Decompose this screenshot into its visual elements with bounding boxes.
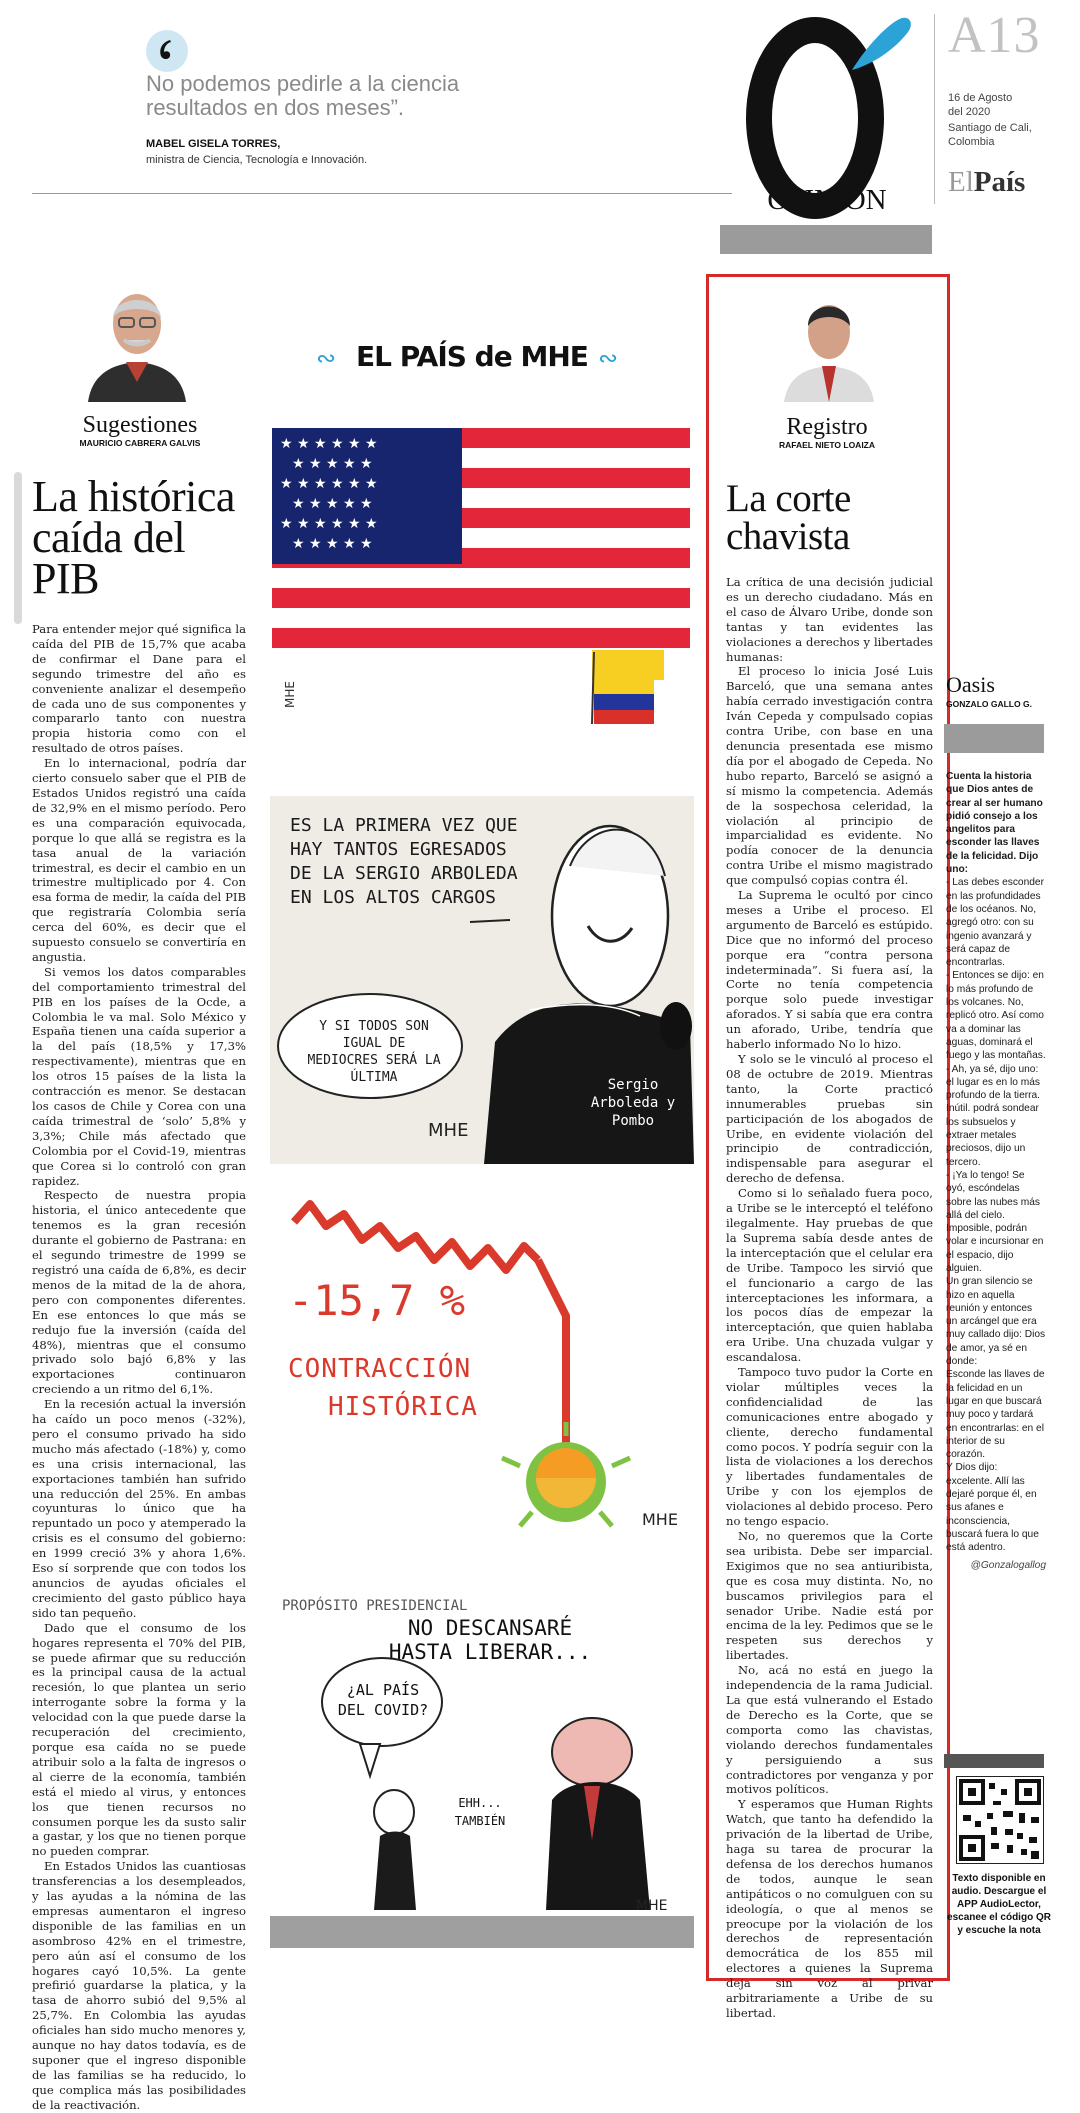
swirl-icon: ∾ <box>316 344 337 372</box>
svg-text:★ ★ ★ ★ ★ ★: ★ ★ ★ ★ ★ ★ <box>280 516 378 532</box>
section-gray-bar <box>720 225 932 254</box>
right-paragraph: El proceso lo inicia José Luis Barceló, que una semana antes había cerrado investigación contra Iván Cepeda y compulsado copias contra Uribe, con base en una denuncia presentada ese mismo día por el abogado de Cepeda. No hubo reparto, Barceló se asignó a sí mismo la competencia. Además de la sospechosa celeridad, la violación al principio de imparcialidad es evidente. No podía conocer de la denuncia contra Uribe el mismo magistrado que compulsó copias contra él. <box>726 664 933 888</box>
cartoon-header-title: EL PAÍS de MHE <box>356 340 588 373</box>
cartoon3-value: -15,7 % <box>288 1276 466 1325</box>
cartoon2-signature: MHE <box>428 1120 469 1141</box>
date-line-1: 16 de Agosto <box>948 92 1013 104</box>
cartoon2-bubble2: Y SI TODOS SON IGUAL DE MEDIOCRES SERÁ LA ÚLTIMA <box>307 1019 441 1085</box>
svg-text:★ ★ ★ ★ ★ ★: ★ ★ ★ ★ ★ ★ <box>280 436 378 452</box>
right-column-name: Registro <box>786 414 868 440</box>
date-line-2: del 2020 <box>948 106 991 118</box>
oasis-paragraph: - Entonces se dijo: en lo más profundo de los volcanes. No, replicó otro. Así como va a dominar las aguas, dominará el fuego y las montañas. <box>946 970 1046 1062</box>
cartoon3-signature: MHE <box>642 1510 678 1529</box>
cartoon4-signature: MHE <box>636 1898 668 1914</box>
oasis-panel <box>946 668 1080 1998</box>
cartoon4-title: PROPÓSITO PRESIDENCIAL <box>282 1598 468 1614</box>
header-quote: No podemos pedirle a la ciencia resultados en dos meses”. <box>146 71 460 120</box>
left-author: MAURICIO CABRERA GALVIS <box>79 438 201 448</box>
oasis-paragraph: - Las debes esconder en las profundidades de los océanos. No, agregó otro: con su ingenio avanzará y será capaz de encontrarlas. <box>946 877 1044 969</box>
right-headline: La corte chavista <box>726 477 851 558</box>
oasis-paragraph: - Ah, ya sé, dijo uno: el lugar es en lo más profundo de la tierra. Inútil. podrá sondear los subsuelos y extraer metales preciosos, dijo un tercero. <box>946 1063 1041 1168</box>
oasis-intro: Cuenta la historia que Dios antes de crear al ser humano pidió consejo a los angelitos para esconder las llaves de la felicidad. Dijo uno: <box>946 771 1043 876</box>
left-paragraph: En lo internacional, podría dar cierto consuelo saber que el PIB de Estados Unidos registró una caída de 32,9% en el mismo período. Pero es una comparación equivocada, porque lo que allá se registra es la tasa anual de la variación trimestral, es decir el cambio en un trimestre multiplicado por 4. Con esa forma de medir, la caída del PIB que registraría Colombia sería cerca del 60%, es decir que el supuesto consuelo se convertiría en angustia. <box>32 756 246 964</box>
cartoon-proposito <box>270 1580 694 1948</box>
cartoon4-bubble2: ¿AL PAÍS DEL COVID? <box>337 1681 429 1719</box>
right-paragraph: No, no queremos que la Corte sea uribista. Debe ser imparcial. Exigimos que no sea antiuribista, que es cosa muy distinta. No, no buscamos privilegios para el senador Uribe. Nadie está por encima de la ley. Pedimos que se le respeten sus derechos y libertades. <box>726 1529 933 1663</box>
right-author: RAFAEL NIETO LOAIZA <box>778 440 876 450</box>
swirl-icon: ∾ <box>598 344 619 372</box>
left-article-body <box>32 622 246 2113</box>
right-author-photo <box>780 290 878 402</box>
svg-text:★ ★ ★ ★ ★ ★: ★ ★ ★ ★ ★ ★ <box>280 476 378 492</box>
right-paragraph: Tampoco tuvo pudor la Corte en violar múltiples veces la confidencialidad de las comunicaciones entre abogado y cliente, derecho fundamental como pocos. Y podría seguir con la lista de violaciones a los derechos y libertades fundamentales de Uribe y con los ejemplos de violaciones al debido proceso. Pero no tengo espacio. <box>726 1365 933 1529</box>
oasis-paragraph: - ¡Ya lo tengo! Se oyó, escóndelas sobre las nubes más allá del cielo. Imposible, podrán volar e incursionar en el espacio, dijo alguien. <box>946 1169 1044 1274</box>
cartoon-flag <box>270 424 694 724</box>
svg-text:★ ★ ★ ★ ★: ★ ★ ★ ★ ★ <box>292 456 373 472</box>
left-author-photo <box>82 278 192 402</box>
qr-code[interactable] <box>956 1776 1044 1864</box>
oasis-gray-bar <box>944 724 1044 753</box>
quote-role: ministra de Ciencia, Tecnología e Innovación. <box>146 154 368 166</box>
left-margin-tab <box>14 472 22 624</box>
quote-author: MABEL GISELA TORRES, <box>146 138 281 150</box>
right-paragraph: No, acá no está en juego la independencia de la rama Judicial. La que está vulnerando el Estado de Derecho es la Corte, que se comporta como las chavistas, violando derechos fundamentales y persiguiendo a sus contradictores por venganza y por motivos políticos. <box>726 1663 933 1797</box>
right-paragraph: La crítica de una decisión judicial es un derecho ciudadano. Más en el caso de Álvaro Uribe, donde son tantas y tan evidentes las violaciones a derechos y libertades humanas: <box>726 575 933 664</box>
cartoon-arboleda <box>270 796 694 1164</box>
right-paragraph: Como si lo señalado fuera poco, a Uribe se le interceptó el teléfono ilegalmente. Hay pruebas de que la Suprema sabía desde antes de la interceptación que el celular era de Uribe. Tampoco les sirvió que el funcionario a cargo de las interceptaciones les informara, a los pocos días de empezar la interceptación, que quien hablaba era Uribe. Una chuzada vulgar y escandalosa. <box>726 1186 933 1365</box>
cartoon-contraction <box>270 1186 694 1546</box>
right-paragraph: Y esperamos que Human Rights Watch, que tanto ha defendido la privación de la libertad de Uribe, haga su tarea de procurar la defensa de los derechos humanos de todos, aunque le sean antipáticos o no comulguen con su ideología, o que al menos se preocupe por la violación de los derechos de representación democrática de los 855 mil electores a quienes la Suprema deja sin voz al privar arbitrariamente a Uribe de su libertad. <box>726 1797 933 2020</box>
left-column-name: Sugestiones <box>82 412 198 438</box>
cartoon3-text1: CONTRACCIÓN <box>288 1354 472 1384</box>
oasis-handle: @Gonzalogallog <box>970 1559 1046 1571</box>
qr-caption: Texto disponible en audio. Descargue el APP AudioLector, escanee el código QR y escuche la nota <box>947 1873 1051 1936</box>
left-paragraph: En la recesión actual la inversión ha caído un poco menos (-32%), pero el consumo privado ha sido mucho más afectado (-18%) y, como es una crisis internacional, las exportaciones también han sufrido una reducción del 25%. En ambas coyunturas lo único que ha repuntado un poco y atemperado la crisis es el consumo del gobierno: en 1999 creció 3% y ahora 1,6%. Eso sí sorprende que con todos los anuncios de ayudas oficiales el crecimiento del gasto público haya sido tan pequeño. <box>32 1397 246 1620</box>
quote-icon <box>146 30 188 72</box>
left-paragraph: Dado que el consumo de los hogares representa el 70% del PIB, se puede afirmar que su reducción es la principal causa de la actual recesión, lo que plantea un serio interrogante sobre la forma y la velocidad con la que puede darse la recuperación del crecimiento, porque esa caída no se puede atribuir solo a la falta de ingresos o al cierre de la economía, también está el miedo al virus, y entonces los que tienen recursos no consumen porque les da susto salir a gastar, y los que no tienen porque no pueden comprar. <box>32 1620 246 1859</box>
vertical-rule <box>934 14 935 204</box>
oasis-author: GONZALO GALLO G. <box>946 699 1032 709</box>
right-paragraph: La Suprema le ocultó por cinco meses a Uribe el proceso. El argumento de Barceló es estúpido. Dice que no informó del proceso porque era “contra persona indeterminada”. Si fuera así, la Corte no tenía competencia porque solo puede investigar aforados. Y si sabía que era contra un aforado, Uribe, tendría que haberlo informado No lo hizo. <box>726 888 933 1052</box>
oasis-column-name: Oasis <box>946 672 995 697</box>
header-rule <box>32 193 732 194</box>
flag-signature: MHE <box>283 681 297 708</box>
page-number: A13 <box>948 7 1041 64</box>
cartoon2-label: Sergio Arboleda y Pombo <box>590 1077 676 1129</box>
date-line-4: Colombia <box>948 136 995 148</box>
cartoon2-bubble1: ES LA PRIMERA VEZ QUE HAY TANTOS EGRESADOS DE LA SERGIO ARBOLEDA EN LOS ALTOS CARGOS <box>290 815 518 908</box>
cartoon3-text2: HISTÓRICA <box>328 1392 478 1422</box>
cartoon-header <box>312 336 632 382</box>
section-label: OPINIÓN <box>767 184 887 216</box>
oasis-paragraph: Esconde las llaves de la felicidad en un lugar en que buscará muy poco y tardará en encontrarlas: en el interior de su corazón. <box>946 1369 1045 1461</box>
brand-pais: País <box>973 166 1026 198</box>
oasis-text <box>946 770 1046 1572</box>
cartoon4-bubble3: EHH... TAMBIÉN <box>454 1796 506 1828</box>
right-paragraph: Y solo se le vinculó al proceso el 08 de octubre de 2019. Mientras tanto, la Corte practicó innumerables pruebas sin participación de los abogados de Uribe, en evidente violación del principio de contradicción, indispensable para asegurar el derecho de defensa. <box>726 1052 933 1186</box>
date-line-3: Santiago de Cali, <box>948 122 1032 134</box>
left-paragraph: En Estados Unidos las cuantiosas transferencias a los desempleados, y las ayudas a la nómina de las empresas aumentaron el ingreso disponible de las familias en un asombroso 42% en el trimestre, pero aún así el consumo de los hogares cayó 10,5%. La gente prefirió guardarse la platica, y la tasa de ahorro subió del 9,5% al 25,7%. En Colombia las ayudas oficiales han sido mucho menores y, aunque no hay datos todavía, es de suponer que el ingreso disponible de las familias se ha reducido, lo que complica más las posibilidades de la reactivación. <box>32 1859 246 2112</box>
cartoon4-bubble1: NO DESCANSARÉ HASTA LIBERAR... <box>388 1616 592 1664</box>
oasis-paragraph: Y Dios dijo: excelente. Allí las dejaré porque él, en sus afanes e inconsciencia, buscará fuera lo que está adentro. <box>946 1462 1039 1554</box>
right-article-body <box>726 575 933 2021</box>
svg-text:★ ★ ★ ★ ★: ★ ★ ★ ★ ★ <box>292 496 373 512</box>
left-paragraph: Respecto de nuestra propia historia, el único antecedente que tenemos es la gran recesión durante el gobierno de Pastrana: en el segundo trimestre de 1999 se registró una caída de 6,8%, es decir menos de la mitad de la de ahora, pero con componentes diferentes. En ese entonces lo que más se redujo fue la inversión (caída del 48%), mientras que el consumo privado solo bajó 6,8% y las exportaciones continuaron creciendo a un ritmo del 6,1%. <box>32 1188 246 1397</box>
qr-gray-bar <box>944 1754 1044 1768</box>
svg-text:★ ★ ★ ★ ★: ★ ★ ★ ★ ★ <box>292 536 373 552</box>
left-paragraph: Si vemos los datos comparables del comportamiento trimestral del PIB en los países de la Ocde, a Colombia le va mal. Solo México y España tienen una caída superior a la del país (18,5% y 17,3% respectivamente), mientras que en los otros 15 países de la lista la contracción es menor. Se destacan los casos de Chile y Corea con una caída trimestral de ‘solo’ 5,8% y 3,3%; Chile más afectado que Colombia por el Covid-19, mientras que Corea si lo controló con gran rapidez. <box>32 964 246 1188</box>
left-headline: La histórica caída del PIB <box>32 472 235 603</box>
brand-logo <box>948 164 1025 199</box>
brand-el: El <box>948 166 974 198</box>
left-paragraph: Para entender mejor qué significa la caída del PIB de 15,7% que acaba de confirmar el Dane para el segundo trimestre del año es conveniente analizar el desempeño de cada uno de sus componentes y compararlo tanto con nuestra propia historia como con el resultado de otros países. <box>32 622 246 756</box>
oasis-paragraph: Un gran silencio se hizo en aquella reunión y entonces un arcángel que era muy callado dijo: Dios de amor, ya sé en donde: <box>946 1276 1046 1368</box>
